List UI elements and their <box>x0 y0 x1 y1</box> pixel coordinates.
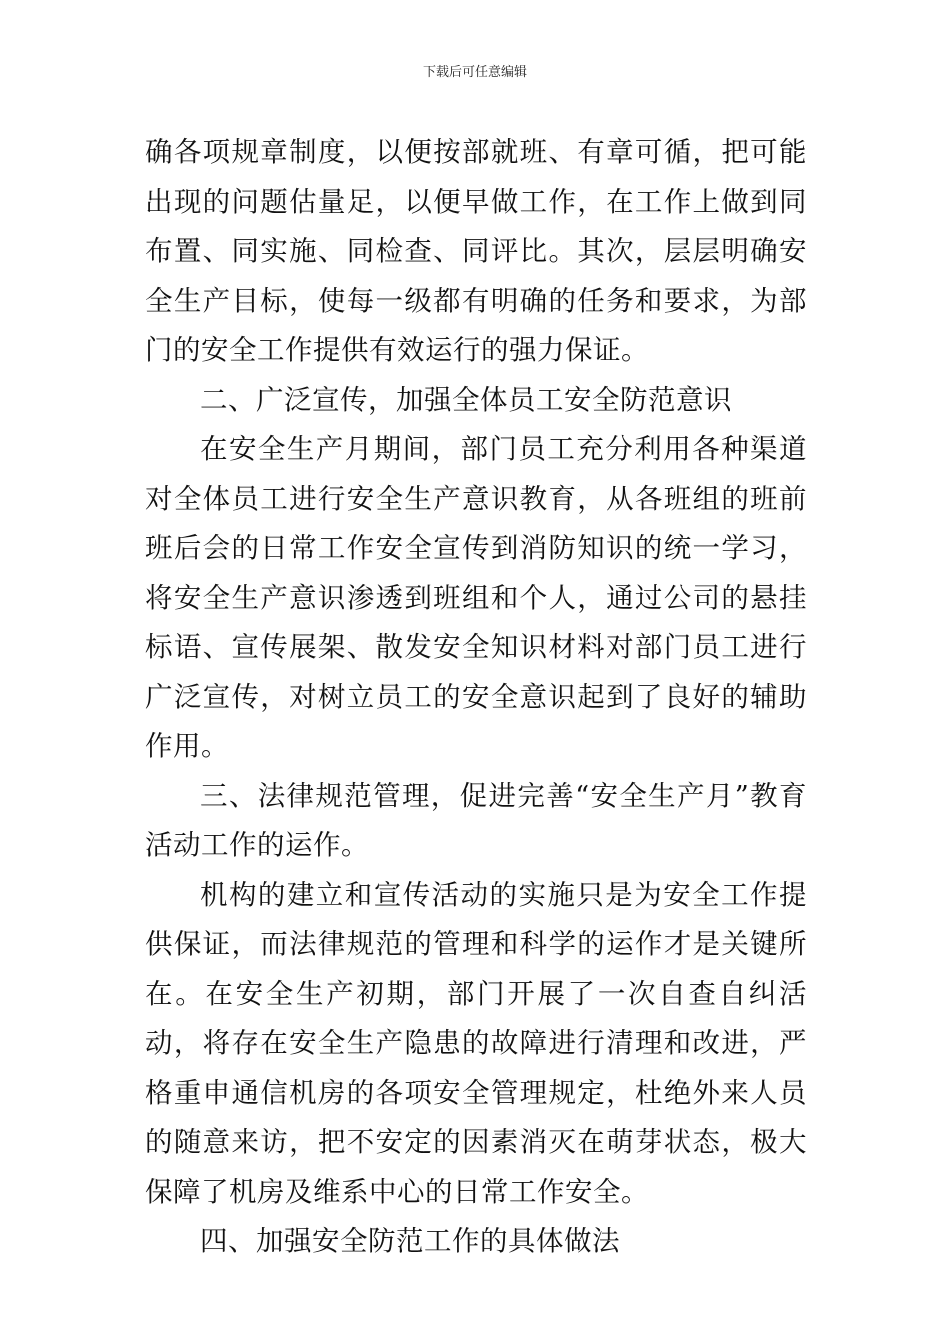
section-heading-3: 三、法律规范管理，促进完善“安全生产月”教育活动工作的运作。 <box>145 779 807 861</box>
paragraph-continuation: 确各项规章制度，以便按部就班、有章可循，把可能出现的问题估量足，以便早做工作，在工作上做到同布置、同实施、同检查、同评比。其次，层层明确安全生产目标，使每一级都有明确的任务和要求，为部门的安全工作提供有效运行的强力保证。 <box>145 136 807 366</box>
section-heading-2: 二、广泛宣传，加强全体员工安全防范意识 <box>200 383 732 416</box>
document-body <box>145 128 807 1267</box>
section-heading-4: 四、加强安全防范工作的具体做法 <box>200 1225 620 1257</box>
paragraph-management: 机构的建立和宣传活动的实施只是为安全工作提供保证，而法律规范的管理和科学的运作才是关键所在。在安全生产初期，部门开展了一次自查自纠活动，将存在安全生产隐患的故障进行清理和改进，严格重申通信机房的各项安全管理规定，杜绝外来人员的随意来访，把不安定的因素消灭在萌芽状态，极大保障了机房及维系中心的日常工作安全。 <box>145 878 807 1208</box>
header-note: 下载后可任意编辑 <box>422 65 527 80</box>
paragraph-publicity: 在安全生产月期间，部门员工充分利用各种渠道对全体员工进行安全生产意识教育，从各班组的班前班后会的日常工作安全宣传到消防知识的统一学习，将安全生产意识渗透到班组和个人，通过公司的悬挂标语、宣传展架、散发安全知识材料对部门员工进行广泛宣传，对树立员工的安全意识起到了良好的辅助作用。 <box>145 433 807 762</box>
